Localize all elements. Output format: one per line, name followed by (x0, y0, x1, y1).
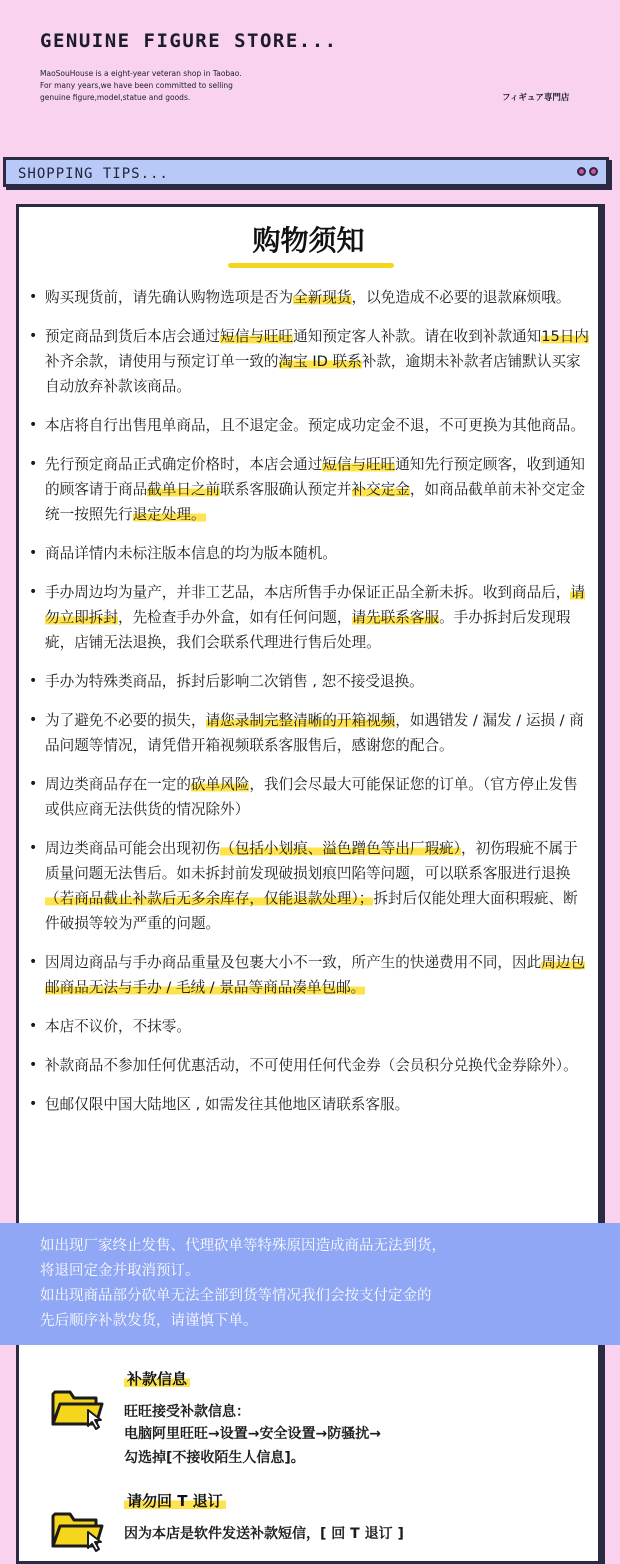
rule-text: 拆封后仅能处理大面积瑕疵、断件破损等较为严重的问题。 (45, 890, 578, 932)
highlighted-text: 短信与旺旺 (322, 456, 396, 473)
dot-icon (577, 167, 586, 176)
info-line: 因为本店是软件发送补款短信，[ 回 T 退订 ] (124, 1526, 404, 1542)
rule-text: 购买现货前，请先确认购物选项是否为 (45, 289, 294, 306)
rule-text: 因周边商品与手办商品重量及包裹大小不一致，所产生的快递费用不同，因此 (45, 954, 542, 971)
rule-text: 先行预定商品正式确定价格时，本店会通过 (45, 456, 323, 473)
highlighted-text: 请您录制完整清晰的开箱视频 (205, 712, 396, 729)
highlighted-text: 全新现货 (293, 289, 352, 306)
jp-label: フィギュア専門店 (502, 93, 570, 103)
rule-text: 包邮仅限中国大陆地区 , 如需发往其他地区请联系客服。 (45, 1096, 410, 1113)
info-title: 补款信息 (124, 1368, 190, 1389)
rule-text: 。手办拆封后发现瑕疵，店铺无法退换，我们会联系代理进行售后处理。 (45, 609, 571, 651)
highlighted-text: 请先联系客服 (351, 609, 440, 626)
rule-item (27, 1053, 592, 1078)
rule-text: 补齐余款，请使用与预定订单一致的 (45, 353, 279, 370)
rule-text: 联系客服确认预定并 (220, 481, 352, 498)
shopping-notice-card (16, 204, 601, 1564)
rule-text: 通知预定客人补款。请在收到补款通知 (293, 328, 542, 345)
rule-text: 商品详情内未标注版本信息的均为版本随机。 (45, 545, 337, 562)
rule-item (27, 580, 592, 655)
store-intro (40, 68, 340, 104)
rule-text: 预定商品到货后本店会通过 (45, 328, 221, 345)
rule-text: ，先检查手办外盒，如有任何问题， (117, 609, 352, 626)
highlighted-text: 请勿立即拆封 (45, 584, 585, 626)
rule-item (27, 285, 592, 310)
rule-item (27, 1014, 592, 1039)
highlighted-text: 淘宝 ID 联系 (278, 353, 362, 370)
highlighted-text: 周边包邮商品无法与手办 / 毛绒 / 景品等商品凑单包邮。 (45, 954, 585, 996)
rule-item (27, 669, 592, 694)
rule-item (27, 541, 592, 566)
rule-text: 周边类商品存在一定的 (45, 776, 191, 793)
rule-item (27, 708, 592, 758)
rule-item (27, 1092, 592, 1117)
rule-item (27, 413, 592, 438)
highlighted-text: （若商品截止补款后无多余库存，仅能退款处理）； (45, 890, 374, 907)
card-title: 购物须知 (252, 224, 365, 257)
rule-text: 手办周边均为量产，并非工艺品，本店所售手办保证正品全新未拆。收到商品后， (45, 584, 571, 601)
rules-list (27, 285, 592, 1131)
highlighted-text: 短信与旺旺 (220, 328, 294, 345)
rule-text: 补款，逾期未补款者店铺默认买家自动放弃补款该商品。 (45, 353, 581, 395)
notice-line: 将退回定金并取消预订。 (40, 1263, 200, 1279)
store-title: GENUINE FIGURE STORE... (40, 30, 338, 52)
shopping-tips-bar (3, 157, 609, 187)
info-title: 请勿回 T 退订 (124, 1490, 226, 1511)
rule-text: ，以免造成不必要的退款麻烦哦。 (351, 289, 571, 306)
dot-icon (589, 167, 598, 176)
rule-item (27, 452, 592, 527)
rule-text: 本店将自行出售甩单商品，且不退定金。预定成功定金不退，不可更换为其他商品。 (45, 417, 585, 434)
folder-icon (50, 1506, 106, 1552)
store-header (0, 0, 620, 152)
rule-item (27, 772, 592, 822)
notice-line: 先后顺序补款发货，请谨慎下单。 (40, 1313, 258, 1329)
highlighted-text: 15日内 (541, 328, 589, 345)
highlighted-text: （包括小划痕、溢色蹭色等出厂瑕疵） (220, 840, 461, 857)
rule-text: 为了避免不必要的损失， (45, 712, 206, 729)
notice-line: 如出现厂家终止发售、代理砍单等特殊原因造成商品无法到货， (40, 1238, 446, 1254)
rule-text: 通知先行预定顾客，收到通知的顾客请于商品 (45, 456, 586, 498)
rule-text: ，我们会尽最大可能保证您的订单。（官方停止发售或供应商无法供货的情况除外） (45, 776, 578, 818)
title-underline (228, 263, 394, 268)
rule-text: 手办为特殊类商品，拆封后影响二次销售 , 恕不接受退换。 (45, 673, 424, 690)
highlighted-text: 截单日之前 (147, 481, 221, 498)
cancellation-notice (0, 1223, 620, 1345)
rule-text: 补款商品不参加任何优惠活动，不可使用任何代金券（会员积分兑换代金券除外）。 (45, 1057, 578, 1074)
rule-text: ，如商品截单前未补交定金统一按照先行 (45, 481, 586, 523)
rule-text: 本店不议价，不抹零。 (45, 1018, 191, 1035)
intro-line: MaoSouHouse is a eight-year veteran shop in Taobao. (40, 69, 242, 78)
window-dots (577, 167, 598, 176)
intro-line: For many years,we have been committed to selling (40, 81, 233, 90)
rule-item (27, 950, 592, 1000)
highlighted-text: 退定处理。 (132, 506, 206, 523)
intro-line: genuine figure,model,statue and goods. (40, 93, 191, 102)
rule-text: ，初伤瑕疵不属于质量问题无法售后。如未拆封前发现破损划痕凹陷等问题，可以联系客服进行退换 (45, 840, 578, 882)
folder-icon (50, 1384, 106, 1430)
shopping-tips-label: SHOPPING TIPS... (18, 166, 169, 182)
rule-item (27, 324, 592, 399)
highlighted-text: 补交定金 (351, 481, 410, 498)
info-line: 旺旺接受补款信息： (124, 1404, 250, 1420)
rule-text: ，如遇错发 / 漏发 / 运损 / 商品问题等情况，请凭借开箱视频联系客服售后，感谢您的配合。 (45, 712, 584, 754)
info-line: 勾选掉[不接收陌生人信息]。 (124, 1450, 305, 1466)
highlighted-text: 砍单风险 (190, 776, 250, 793)
rule-text: 周边类商品可能会出现初伤 (45, 840, 221, 857)
notice-line: 如出现商品部分砍单无法全部到货等情况我们会按支付定金的 (40, 1288, 432, 1304)
info-line: 电脑阿里旺旺→设置→安全设置→防骚扰→ (124, 1426, 381, 1442)
rule-item (27, 836, 592, 936)
